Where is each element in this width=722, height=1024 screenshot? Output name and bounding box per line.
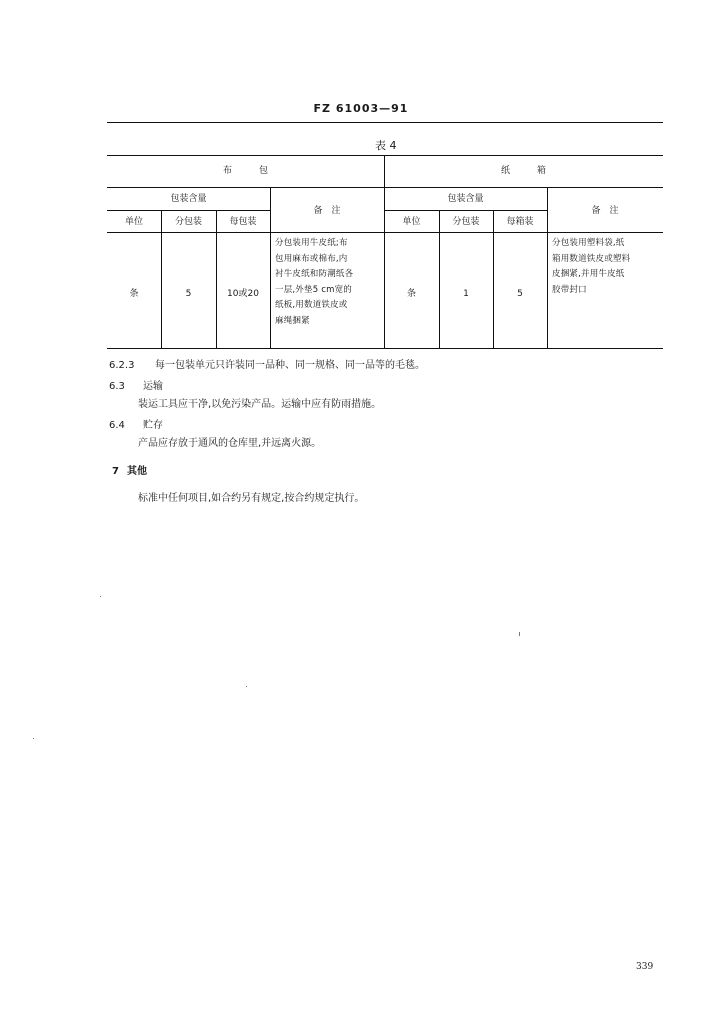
- section-6-4-text: 产品应存放于通风的仓库里,并远离火源。: [138, 438, 322, 449]
- scan-speck: [100, 596, 101, 597]
- carton-packing-content-header: 包装含量: [447, 194, 484, 204]
- cloth-unit-value: 条: [129, 289, 139, 299]
- carton-remarks-value: 分包装用塑料袋,纸 箱用数道铁皮或塑料 皮捆紧,并用牛皮纸 胶带封口: [552, 238, 631, 295]
- table-divider-cloth-sub: [216, 210, 217, 348]
- scan-speck: [246, 686, 247, 687]
- table-top-rule: [107, 155, 663, 156]
- table-group-rule: [107, 187, 663, 188]
- section-7-number: 7: [112, 466, 119, 477]
- table-bottom-rule: [107, 348, 663, 349]
- section-6-3-heading: 运输: [143, 381, 163, 392]
- table-title: 表 4: [375, 139, 397, 152]
- standard-code: FZ 61003—91: [313, 102, 409, 115]
- cloth-subheader-rule: [107, 210, 270, 211]
- page-number: 339: [636, 962, 654, 972]
- cloth-sub-pack-header: 分包装: [174, 217, 202, 227]
- section-6-3-number: 6.3: [109, 381, 125, 392]
- cloth-packing-content-header: 包装含量: [170, 194, 207, 204]
- cloth-sub-pack-value: 5: [185, 289, 192, 299]
- cloth-unit-header: 单位: [124, 217, 143, 227]
- section-6-2-3-number: 6.2.3: [109, 360, 135, 371]
- carton-sub-pack-header: 分包装: [452, 217, 480, 227]
- cloth-per-pack-value: 10或20: [227, 289, 259, 299]
- table-divider-carton-unit: [439, 210, 440, 348]
- table-divider-cloth-unit: [161, 210, 162, 348]
- carton-sub-pack-value: 1: [463, 289, 469, 299]
- group-header-cloth: 布 包: [222, 166, 268, 176]
- carton-per-box-value: 5: [517, 289, 523, 299]
- section-6-4-number: 6.4: [109, 420, 125, 431]
- section-6-3-text: 装运工具应干净,以免污染产品。运输中应有防雨措施。: [138, 399, 382, 410]
- table-divider-main: [384, 155, 385, 348]
- table-header-rule: [107, 232, 663, 233]
- group-header-carton: 纸 箱: [500, 166, 546, 176]
- cloth-remarks-value: 分包装用牛皮纸;布 包用麻布或棉布,内 衬牛皮纸和防潮纸各 一层,外垫5 cm宽的 纸板,用数道铁皮或 麻绳捆紧: [275, 238, 354, 326]
- header-rule: [107, 122, 663, 123]
- scan-speck: [33, 738, 34, 739]
- carton-subheader-rule: [384, 210, 547, 211]
- carton-unit-header: 单位: [402, 217, 421, 227]
- section-6-2-3-text: 每一包装单元只许装同一品种、同一规格、同一品等的毛毯。: [155, 360, 425, 371]
- cloth-remarks-header: 备 注: [313, 206, 341, 216]
- section-7-text: 标准中任何项目,如合约另有规定,按合约规定执行。: [138, 493, 365, 504]
- carton-unit-value: 条: [406, 289, 416, 299]
- table-divider-carton-sub: [493, 210, 494, 348]
- carton-remarks-header: 备 注: [591, 206, 619, 216]
- cloth-per-pack-header: 每包装: [229, 217, 257, 227]
- section-6-4-heading: 贮存: [143, 420, 163, 431]
- carton-per-box-header: 每箱装: [506, 217, 534, 227]
- scan-speck: [519, 632, 520, 636]
- section-7-heading: 其他: [127, 466, 147, 477]
